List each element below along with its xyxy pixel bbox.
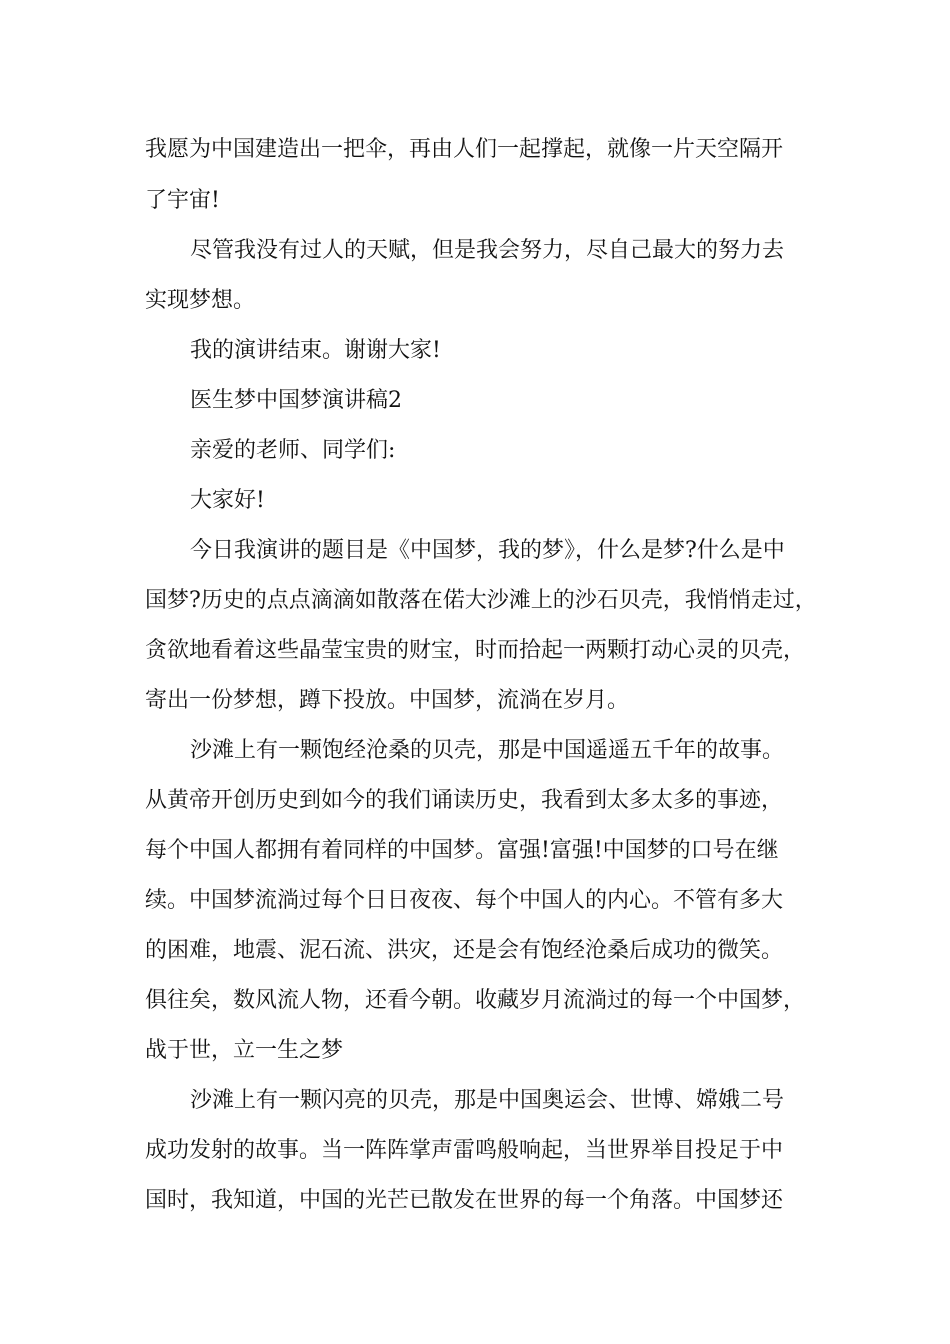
text-line: 寄出一份梦想，蹲下投放。中国梦，流淌在岁月。 (145, 688, 630, 713)
text-line: 国梦?历史的点点滴滴如散落在偌大沙滩上的沙石贝壳，我悄悄走过， (145, 588, 817, 613)
text-line: 我的演讲结束。谢谢大家! (190, 338, 441, 363)
text-line: 战于世，立一生之梦 (145, 1038, 344, 1063)
text-line: 国时，我知道，中国的光芒已散发在世界的每一个角落。中国梦还 (145, 1188, 784, 1213)
text-line: 续。中国梦流淌过每个日日夜夜、每个中国人的内心。不管有多大 (145, 888, 784, 913)
section-heading: 医生梦中国梦演讲稿2 (190, 388, 402, 413)
text-line: 俱往矣，数风流人物，还看今朝。收藏岁月流淌过的每一个中国梦， (145, 988, 806, 1013)
text-line: 贪欲地看着这些晶莹宝贵的财宝，时而拾起一两颗打动心灵的贝壳， (145, 638, 806, 663)
text-line: 从黄帝开创历史到如今的我们诵读历史，我看到太多太多的事迹， (145, 788, 784, 813)
text-line: 今日我演讲的题目是《中国梦，我的梦》，什么是梦?什么是中 (190, 538, 785, 563)
text-line: 沙滩上有一颗饱经沧桑的贝壳，那是中国遥遥五千年的故事。 (190, 738, 785, 763)
text-line: 沙滩上有一颗闪亮的贝壳，那是中国奥运会、世博、嫦娥二号 (190, 1088, 785, 1113)
text-line: 每个中国人都拥有着同样的中国梦。富强!富强!中国梦的口号在继 (145, 838, 779, 863)
text-line: 大家好! (190, 488, 265, 513)
text-line: 成功发射的故事。当一阵阵掌声雷鸣般响起，当世界举目投足于中 (145, 1138, 784, 1163)
text-line: 亲爱的老师、同学们: (190, 438, 396, 463)
text-line: 我愿为中国建造出一把伞，再由人们一起撑起，就像一片天空隔开 (145, 137, 784, 162)
text-line: 尽管我没有过人的天赋，但是我会努力，尽自己最大的努力去 (190, 238, 785, 263)
text-line: 实现梦想。 (145, 288, 256, 313)
text-line: 的困难，地震、泥石流、洪灾，还是会有饱经沧桑后成功的微笑。 (145, 938, 784, 963)
text-line: 了宇宙! (145, 188, 220, 213)
